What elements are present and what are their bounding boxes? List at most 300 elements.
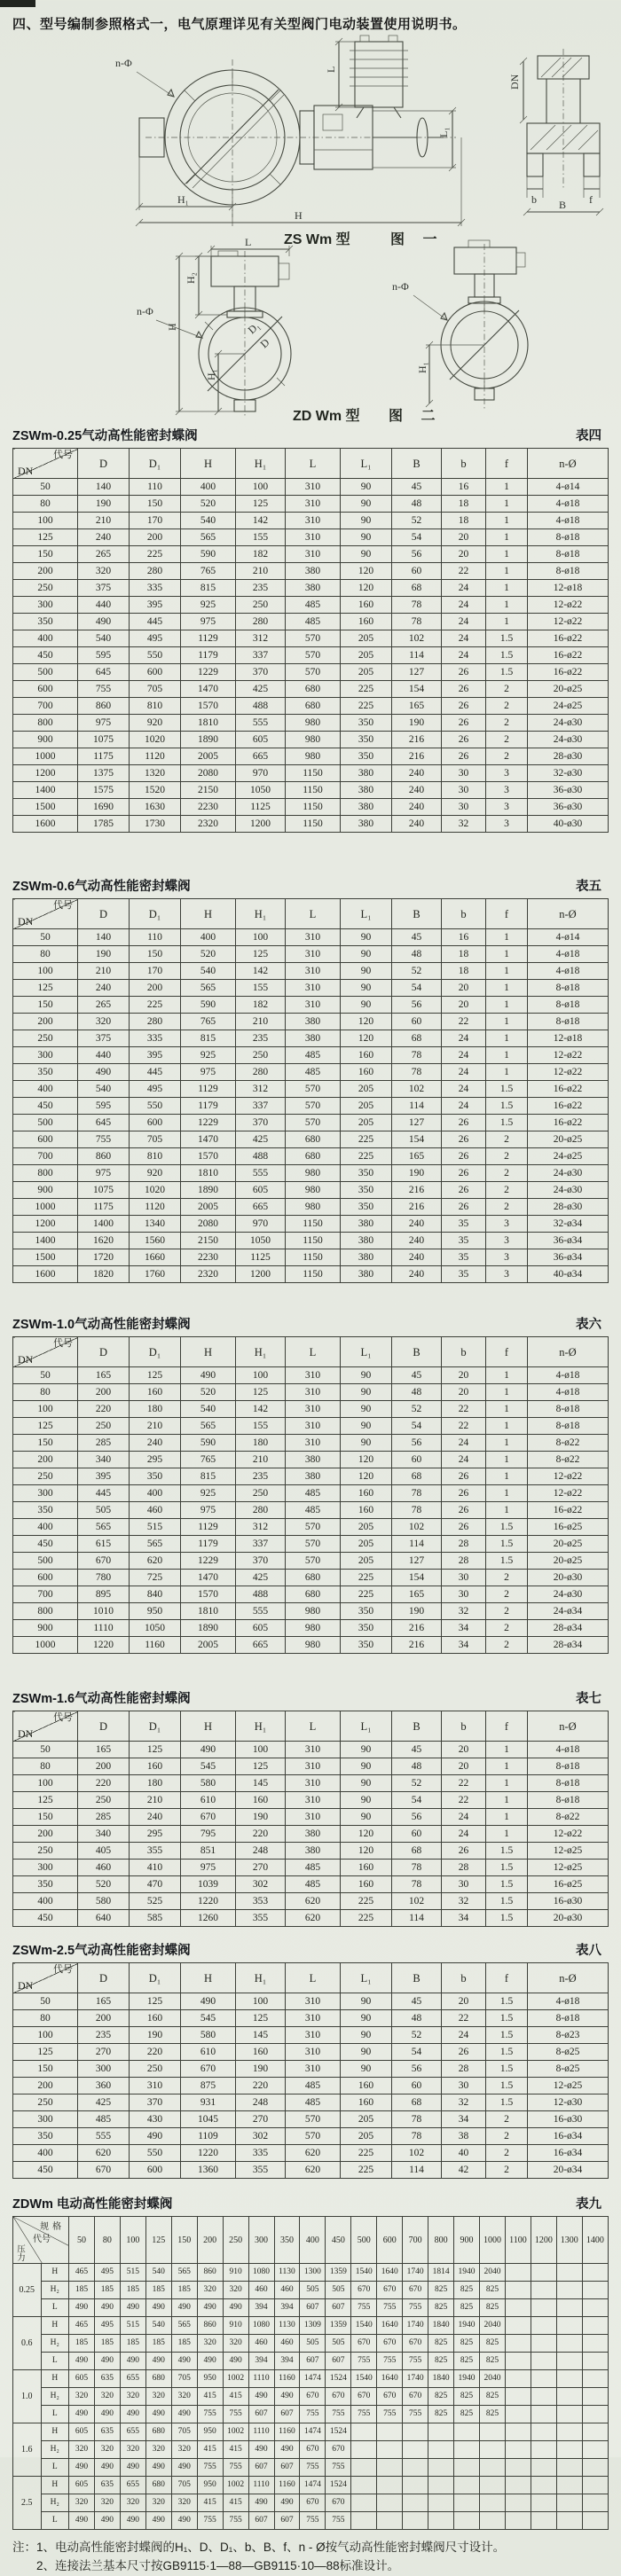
value-cell: 190 <box>392 1603 442 1620</box>
dn-cell: 1000 <box>13 1199 78 1216</box>
dn-cell: 350 <box>13 2128 78 2145</box>
table-row <box>13 1468 609 1485</box>
value-cell: 520 <box>181 946 236 963</box>
value-cell: 142 <box>236 513 286 529</box>
value-cell: 465 <box>69 2317 95 2335</box>
value-cell: 1.5 <box>486 1893 528 1910</box>
value-cell: 570 <box>286 2111 341 2128</box>
value-cell: 310 <box>286 1401 341 1418</box>
value-cell: 90 <box>341 2044 392 2061</box>
value-cell: 1050 <box>236 1233 286 1249</box>
value-cell: 145 <box>236 1775 286 1792</box>
value-cell: 3 <box>486 1233 528 1249</box>
value-cell: 26 <box>442 1115 486 1131</box>
value-cell: 200 <box>78 1758 130 1775</box>
value-cell: 395 <box>130 1047 181 1064</box>
value-cell: 48 <box>392 1384 442 1401</box>
value-cell: 54 <box>392 2044 442 2061</box>
value-cell: 78 <box>392 1860 442 1876</box>
column-header: D₁ <box>130 1963 181 1993</box>
section-header <box>12 2195 607 2212</box>
value-cell: 32 <box>442 816 486 833</box>
value-cell: 1 <box>486 597 528 614</box>
value-cell: 12-ø25 <box>528 2078 609 2094</box>
value-cell <box>556 2370 582 2388</box>
value-cell: 120 <box>341 1030 392 1047</box>
value-cell: 4-ø18 <box>528 1384 609 1401</box>
value-cell: 114 <box>392 2162 442 2179</box>
corner-label-code: 代号 <box>33 2235 51 2244</box>
value-cell: 755 <box>403 2406 428 2423</box>
value-cell: 795 <box>181 1826 236 1843</box>
value-cell: 1 <box>486 580 528 597</box>
value-cell: 1540 <box>351 2370 377 2388</box>
dn-cell: 450 <box>13 2162 78 2179</box>
value-cell: 165 <box>78 1742 130 1758</box>
value-cell <box>454 2512 480 2530</box>
value-cell: 605 <box>236 1182 286 1199</box>
value-cell: 1 <box>486 946 528 963</box>
value-cell: 235 <box>236 1030 286 1047</box>
value-cell: 68 <box>392 1030 442 1047</box>
value-cell: 36-ø30 <box>528 782 609 799</box>
value-cell: 190 <box>392 1165 442 1182</box>
table-row <box>13 1131 609 1148</box>
value-cell: 490 <box>94 2512 120 2530</box>
value-cell: 565 <box>181 980 236 997</box>
value-cell: 56 <box>392 997 442 1014</box>
value-cell: 12-ø22 <box>528 1047 609 1064</box>
value-cell: 975 <box>181 1502 236 1519</box>
column-header: B <box>392 899 442 929</box>
column-header: D₁ <box>130 449 181 479</box>
value-cell: 48 <box>392 496 442 513</box>
value-cell: 1 <box>486 1401 528 1418</box>
value-cell: 515 <box>120 2317 145 2335</box>
column-header: L₁ <box>341 1337 392 1367</box>
value-cell: 60 <box>392 1014 442 1030</box>
fig1-label-DN: DN <box>508 74 521 90</box>
column-header: n-Ø <box>528 449 609 479</box>
value-cell: 640 <box>78 1910 130 1927</box>
value-cell: 585 <box>130 1910 181 1927</box>
value-cell: 90 <box>341 963 392 980</box>
column-header: f <box>486 1963 528 1993</box>
value-cell: 570 <box>286 1081 341 1098</box>
value-cell <box>505 2512 531 2530</box>
table-row <box>13 1199 609 1216</box>
value-cell: 185 <box>171 2282 197 2299</box>
value-cell: 320 <box>171 2494 197 2512</box>
table-row <box>13 715 609 732</box>
dn-cell: 150 <box>13 1809 78 1826</box>
value-cell: 310 <box>286 2010 341 2027</box>
value-cell: 16-ø22 <box>528 1098 609 1115</box>
value-cell <box>428 2441 454 2459</box>
value-cell: 28 <box>442 2061 486 2078</box>
value-cell: 1890 <box>181 732 236 748</box>
fig2-electric-valve <box>137 236 528 423</box>
value-cell: 2005 <box>181 1199 236 1216</box>
value-cell: 2 <box>486 698 528 715</box>
value-cell: 490 <box>274 2441 300 2459</box>
dn-column-header: 150 <box>171 2217 197 2264</box>
value-cell: 114 <box>392 1910 442 1927</box>
value-cell: 26 <box>442 715 486 732</box>
table-row <box>13 1233 609 1249</box>
value-cell: 20 <box>442 529 486 546</box>
value-cell: 205 <box>341 1081 392 1098</box>
corner-label-spec: 规格 <box>40 2222 65 2232</box>
value-cell: 1120 <box>130 1199 181 1216</box>
value-cell: 1109 <box>181 2128 236 2145</box>
value-cell: 125 <box>236 496 286 513</box>
value-cell: 1474 <box>300 2423 326 2441</box>
value-cell: 755 <box>197 2459 223 2477</box>
value-cell: 22 <box>442 563 486 580</box>
table-row <box>13 1637 609 1654</box>
value-cell: 320 <box>145 2494 171 2512</box>
dn-cell: 400 <box>13 1893 78 1910</box>
value-cell: 3 <box>486 1266 528 1283</box>
value-cell: 280 <box>130 563 181 580</box>
value-cell: 220 <box>236 2078 286 2094</box>
fig1-flange-section <box>508 49 603 215</box>
value-cell: 3 <box>486 1249 528 1266</box>
dn-cell: 125 <box>13 1418 78 1435</box>
value-cell: 90 <box>341 1418 392 1435</box>
value-cell: 440 <box>78 597 130 614</box>
value-cell: 670 <box>403 2335 428 2353</box>
value-cell: 140 <box>78 479 130 496</box>
column-header: n-Ø <box>528 1711 609 1742</box>
value-cell: 380 <box>341 1216 392 1233</box>
value-cell: 102 <box>392 2145 442 2162</box>
value-cell: 250 <box>236 597 286 614</box>
value-cell: 2 <box>486 1165 528 1182</box>
value-cell: 490 <box>130 2128 181 2145</box>
value-cell <box>531 2299 556 2317</box>
column-header: f <box>486 1337 528 1367</box>
dn-cell: 600 <box>13 681 78 698</box>
value-cell: 1814 <box>428 2264 454 2282</box>
value-cell: 1002 <box>223 2370 248 2388</box>
value-cell: 18 <box>442 513 486 529</box>
value-cell: 205 <box>341 647 392 664</box>
value-cell: 205 <box>341 630 392 647</box>
value-cell: 570 <box>286 630 341 647</box>
value-cell: 310 <box>286 513 341 529</box>
dn-cell: 80 <box>13 946 78 963</box>
value-cell: 670 <box>351 2282 377 2299</box>
value-cell: 350 <box>341 1165 392 1182</box>
value-cell: 540 <box>145 2264 171 2282</box>
page-title: 四、型号编制参照格式一，电气原理详见有关型阀门电动装置使用说明书。 <box>12 17 467 32</box>
column-header: b <box>442 899 486 929</box>
value-cell: 225 <box>341 1893 392 1910</box>
value-cell: 555 <box>236 715 286 732</box>
corner-cell <box>13 1711 78 1742</box>
table-row <box>13 698 609 715</box>
value-cell: 425 <box>236 681 286 698</box>
value-cell: 20 <box>442 980 486 997</box>
table-row <box>13 1165 609 1182</box>
value-cell: 26 <box>442 1468 486 1485</box>
dn-column-header: 800 <box>428 2217 454 2264</box>
fig2-label-nphi: n-Φ <box>137 305 153 317</box>
value-cell: 460 <box>78 1860 130 1876</box>
value-cell: 185 <box>94 2282 120 2299</box>
value-cell: 1 <box>486 1468 528 1485</box>
value-cell: 590 <box>181 546 236 563</box>
value-cell: 2 <box>486 2162 528 2179</box>
value-cell <box>454 2477 480 2494</box>
value-cell: 114 <box>392 647 442 664</box>
column-header: H₁ <box>236 1337 286 1367</box>
value-cell: 505 <box>300 2335 326 2353</box>
value-cell: 150 <box>130 946 181 963</box>
value-cell: 2320 <box>181 816 236 833</box>
fig1-label-nphi: n-Φ <box>115 57 132 69</box>
column-header: B <box>392 449 442 479</box>
dn-cell: 50 <box>13 1993 78 2010</box>
value-cell <box>351 2441 377 2459</box>
dim-label-cell: H₂ <box>41 2494 69 2512</box>
value-cell: 26 <box>442 1165 486 1182</box>
header-row <box>13 449 609 479</box>
value-cell: 12-ø22 <box>528 614 609 630</box>
value-cell: 154 <box>392 681 442 698</box>
table-row <box>13 563 609 580</box>
column-header: L₁ <box>341 1711 392 1742</box>
value-cell: 2 <box>486 2111 528 2128</box>
value-cell: 20-ø25 <box>528 1536 609 1553</box>
value-cell: 220 <box>78 1401 130 1418</box>
value-cell: 24 <box>442 1826 486 1843</box>
value-cell: 1840 <box>428 2317 454 2335</box>
value-cell: 860 <box>78 698 130 715</box>
value-cell: 1890 <box>181 1620 236 1637</box>
table-row <box>13 681 609 698</box>
value-cell: 310 <box>286 1384 341 1401</box>
table-row <box>13 647 609 664</box>
value-cell: 1110 <box>248 2423 274 2441</box>
value-cell: 310 <box>286 963 341 980</box>
value-cell: 337 <box>236 1098 286 1115</box>
value-cell: 490 <box>171 2353 197 2370</box>
value-cell <box>403 2512 428 2530</box>
value-cell: 28-ø30 <box>528 1199 609 1216</box>
value-cell: 2 <box>486 1570 528 1586</box>
value-cell: 250 <box>236 1047 286 1064</box>
value-cell: 295 <box>130 1452 181 1468</box>
value-cell: 950 <box>130 1603 181 1620</box>
dn-cell: 100 <box>13 513 78 529</box>
value-cell <box>556 2388 582 2406</box>
column-header: L <box>286 1711 341 1742</box>
value-cell <box>403 2423 428 2441</box>
pneumatic-table-section-表八 <box>12 1941 609 2179</box>
value-cell: 655 <box>120 2370 145 2388</box>
table-row <box>13 2128 609 2145</box>
value-cell: 240 <box>392 799 442 816</box>
value-cell: 225 <box>341 2145 392 2162</box>
value-cell: 540 <box>181 963 236 980</box>
value-cell: 490 <box>94 2353 120 2370</box>
value-cell <box>505 2388 531 2406</box>
value-cell: 110 <box>130 479 181 496</box>
value-cell: 90 <box>341 1435 392 1452</box>
dn-cell: 150 <box>13 546 78 563</box>
dn-column-header: 350 <box>274 2217 300 2264</box>
section-header <box>12 877 607 895</box>
table-row <box>13 2317 609 2335</box>
value-cell: 60 <box>392 2078 442 2094</box>
value-cell: 18 <box>442 946 486 963</box>
value-cell: 185 <box>145 2282 171 2299</box>
value-cell: 310 <box>286 2044 341 2061</box>
value-cell: 4-ø18 <box>528 1742 609 1758</box>
value-cell: 505 <box>326 2282 351 2299</box>
value-cell: 445 <box>78 1485 130 1502</box>
value-cell: 310 <box>286 1418 341 1435</box>
value-cell: 555 <box>236 1603 286 1620</box>
value-cell <box>505 2264 531 2282</box>
table-row <box>13 1792 609 1809</box>
value-cell: 312 <box>236 1519 286 1536</box>
value-cell: 40-ø34 <box>528 1266 609 1283</box>
column-header: H₁ <box>236 1963 286 1993</box>
value-cell: 16-ø30 <box>528 1893 609 1910</box>
value-cell: 205 <box>341 2111 392 2128</box>
value-cell: 285 <box>78 1435 130 1452</box>
value-cell: 485 <box>286 2078 341 2094</box>
value-cell <box>454 2423 480 2441</box>
value-cell: 220 <box>236 1826 286 1843</box>
value-cell: 1720 <box>78 1249 130 1266</box>
value-cell: 250 <box>78 1792 130 1809</box>
value-cell: 32-ø30 <box>528 765 609 782</box>
fig2-label-H2: H₂ <box>185 272 197 284</box>
table-row <box>13 1266 609 1283</box>
value-cell: 350 <box>341 1199 392 1216</box>
value-cell: 1130 <box>274 2317 300 2335</box>
value-cell: 160 <box>130 1384 181 1401</box>
value-cell: 495 <box>130 1081 181 1098</box>
table-row <box>13 1418 609 1435</box>
value-cell: 60 <box>392 563 442 580</box>
value-cell: 490 <box>274 2388 300 2406</box>
value-cell: 380 <box>341 1249 392 1266</box>
electric-table-section <box>12 2195 609 2530</box>
value-cell: 45 <box>392 1993 442 2010</box>
value-cell: 425 <box>236 1131 286 1148</box>
value-cell: 1200 <box>236 816 286 833</box>
value-cell: 380 <box>286 1826 341 1843</box>
dn-column-header: 250 <box>223 2217 248 2264</box>
value-cell: 56 <box>392 1435 442 1452</box>
fig2-label-H1: H₁ <box>205 369 217 380</box>
value-cell: 490 <box>145 2353 171 2370</box>
value-cell: 265 <box>78 546 130 563</box>
value-cell: 240 <box>130 1809 181 1826</box>
value-cell: 670 <box>377 2282 403 2299</box>
section-title: ZSWm-1.6气动高性能密封蝶阀 <box>12 1692 191 1706</box>
value-cell: 225 <box>341 1131 392 1148</box>
table-row <box>13 816 609 833</box>
value-cell: 12-ø18 <box>528 1030 609 1047</box>
value-cell: 1.5 <box>486 2027 528 2044</box>
value-cell: 1020 <box>130 1182 181 1199</box>
value-cell: 490 <box>145 2512 171 2530</box>
value-cell: 12-ø22 <box>528 1826 609 1843</box>
value-cell: 154 <box>392 1570 442 1586</box>
value-cell: 102 <box>392 1893 442 1910</box>
value-cell: 680 <box>286 1148 341 1165</box>
value-cell: 1640 <box>377 2264 403 2282</box>
dn-cell: 350 <box>13 1064 78 1081</box>
value-cell: 78 <box>392 1876 442 1893</box>
value-cell: 1179 <box>181 1536 236 1553</box>
dn-cell: 350 <box>13 1876 78 1893</box>
value-cell: 1.5 <box>486 2061 528 2078</box>
value-cell: 2005 <box>181 1637 236 1654</box>
table-row <box>13 1586 609 1603</box>
value-cell: 1150 <box>286 1249 341 1266</box>
value-cell <box>582 2335 608 2353</box>
table-row <box>13 1620 609 1637</box>
section-title: ZSWm-1.0气动高性能密封蝶阀 <box>12 1318 191 1332</box>
value-cell: 90 <box>341 1758 392 1775</box>
value-cell: 36-ø34 <box>528 1249 609 1266</box>
value-cell: 1.5 <box>486 2094 528 2111</box>
value-cell: 52 <box>392 963 442 980</box>
value-cell: 160 <box>130 2010 181 2027</box>
fig2-model-label: ZD Wm 型 <box>293 409 360 423</box>
value-cell: 320 <box>223 2335 248 2353</box>
value-cell <box>377 2441 403 2459</box>
value-cell: 68 <box>392 580 442 597</box>
value-cell: 36-ø30 <box>528 799 609 816</box>
value-cell: 205 <box>341 1553 392 1570</box>
value-cell: 68 <box>392 1468 442 1485</box>
value-cell: 90 <box>341 980 392 997</box>
table-row <box>13 1064 609 1081</box>
value-cell: 607 <box>300 2299 326 2317</box>
table-row <box>13 2388 609 2406</box>
table-row <box>13 2459 609 2477</box>
valve-diagram-svg <box>12 33 609 423</box>
dn-cell: 900 <box>13 732 78 748</box>
value-cell: 125 <box>236 1384 286 1401</box>
value-cell: 755 <box>326 2459 351 2477</box>
value-cell: 32-ø34 <box>528 1216 609 1233</box>
value-cell: 1400 <box>78 1216 130 1233</box>
value-cell: 980 <box>286 1603 341 1620</box>
value-cell: 490 <box>181 1742 236 1758</box>
fig1-label-H1: H₁ <box>177 193 189 206</box>
dn-cell: 200 <box>13 2078 78 2094</box>
value-cell: 670 <box>351 2388 377 2406</box>
value-cell: 705 <box>171 2370 197 2388</box>
value-cell: 425 <box>78 2094 130 2111</box>
value-cell: 24-ø30 <box>528 1182 609 1199</box>
value-cell <box>556 2441 582 2459</box>
value-cell: 45 <box>392 1742 442 1758</box>
value-cell: 350 <box>341 748 392 765</box>
fig2-caption: 图 二 <box>389 409 443 423</box>
value-cell: 490 <box>145 2406 171 2423</box>
